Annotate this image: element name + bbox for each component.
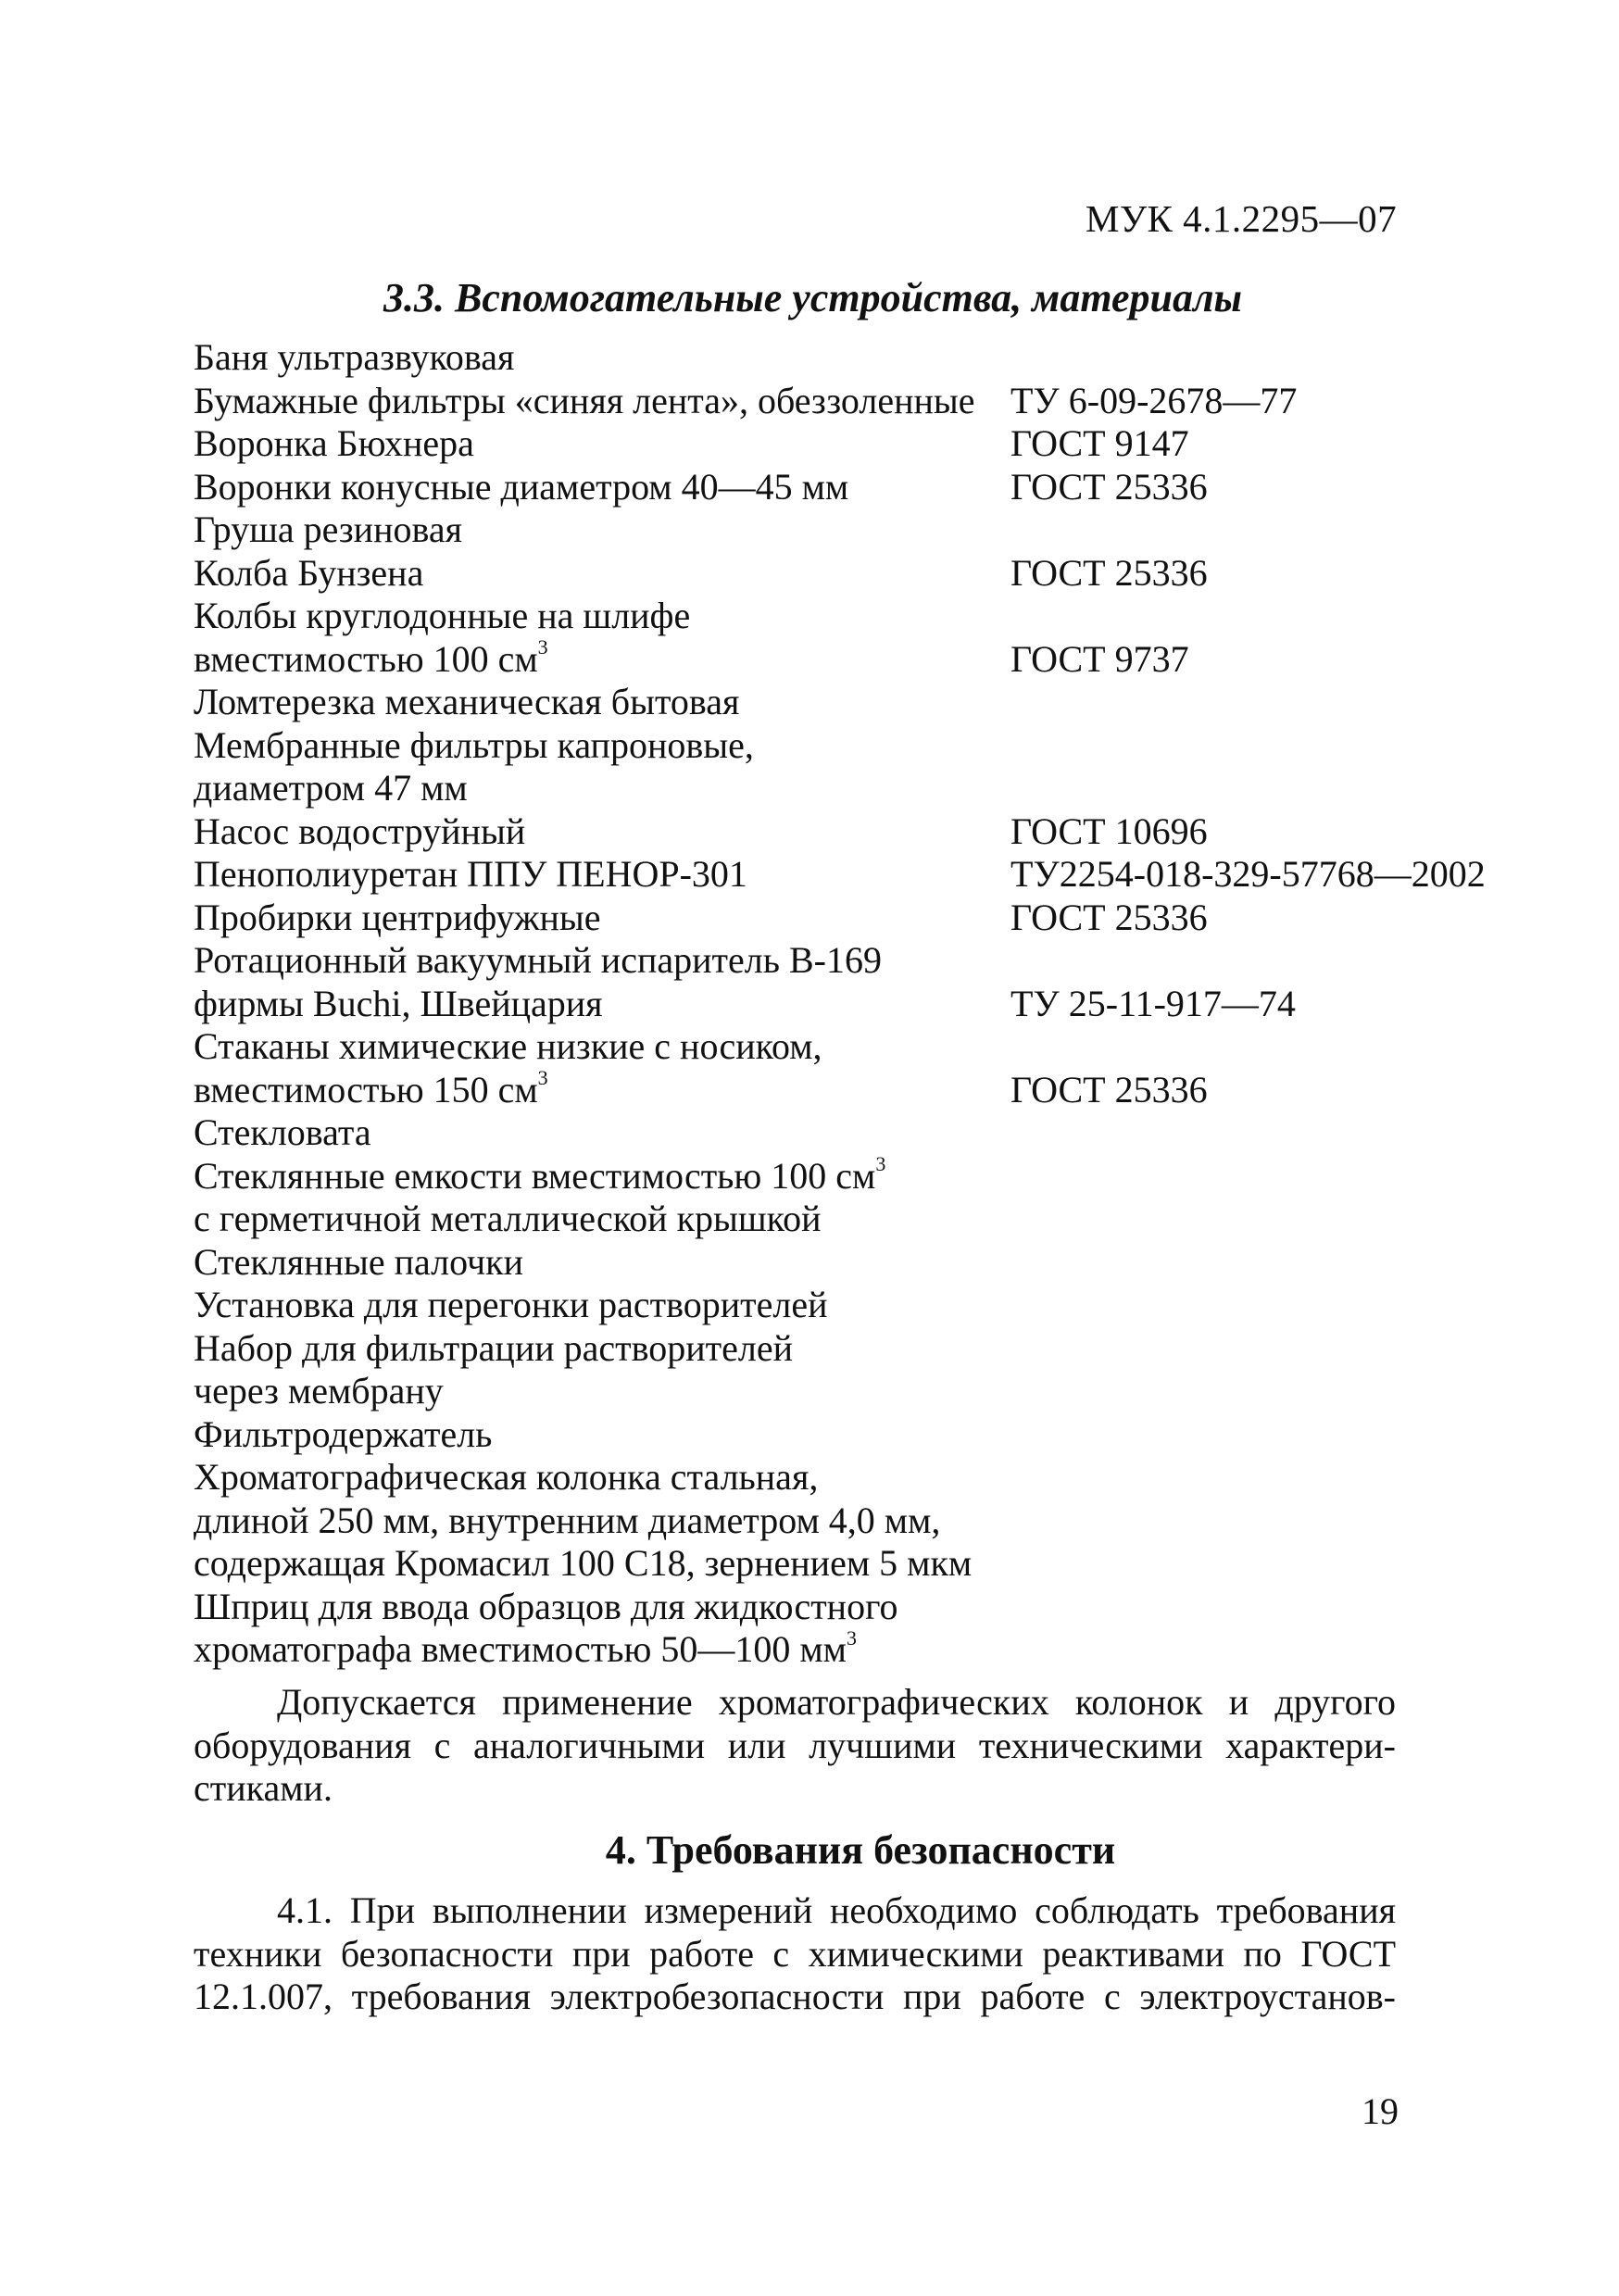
item-name-text: Воронки конусные диаметром 40—45 мм [194, 465, 849, 508]
item-name [194, 1111, 371, 1155]
item-name [194, 724, 754, 768]
item-name-text: Фильтродержатель [194, 1412, 493, 1455]
item-standard: ТУ2254-018-329-57768—2002 [1010, 853, 1486, 895]
item-name [194, 983, 603, 1026]
item-unit-exponent: 3 [875, 1152, 886, 1176]
item-standard: ГОСТ 9737 [1010, 637, 1189, 680]
item-name-text: Шприц для ввода образцов для жидкостного [194, 1585, 898, 1627]
item-name-text: Воронка Бюхнера [194, 422, 474, 464]
item-name [194, 1413, 492, 1457]
safety-line: техники безопасности при работе с химическими реактивами по ГОСТ [194, 1932, 1396, 1975]
item-name [194, 1066, 548, 1112]
item-name-text: хроматографа вместимостью 50—100 мм [194, 1628, 847, 1670]
item-name [194, 336, 514, 380]
item-name-text: Колба Бунзена [194, 551, 424, 594]
item-standard: ГОСТ 25336 [1010, 551, 1208, 594]
note-paragraph [194, 1681, 1396, 1811]
chapter-title: 4. Требования безопасности [605, 1827, 1116, 1873]
item-name-text: Ломтерезка механическая бытовая [194, 681, 740, 722]
item-name-text: вместимостью 100 см [194, 637, 538, 680]
item-standard: ГОСТ 10696 [1010, 809, 1208, 852]
list-item [194, 552, 1509, 596]
item-name [194, 1284, 828, 1327]
list-item [194, 897, 1509, 940]
list-item [194, 1111, 1509, 1155]
item-unit-exponent: 3 [537, 1066, 548, 1090]
document-code: МУК 4.1.2295—07 [1086, 197, 1398, 240]
list-item [194, 1025, 1509, 1069]
page-number: 19 [1362, 2090, 1399, 2132]
item-standard: ГОСТ 25336 [1010, 465, 1208, 508]
section-title: 3.3. Вспомогательные устройства, материалы [383, 275, 1243, 320]
item-unit-exponent: 3 [846, 1625, 857, 1650]
list-item [194, 1456, 1509, 1499]
safety-line: 12.1.007, требования электробезопасности при работе с электроустанов- [194, 1976, 1396, 2017]
item-name [194, 1370, 444, 1413]
list-item [194, 595, 1509, 638]
item-name-text: Пробирки центрифужные [194, 896, 601, 938]
list-item [194, 1198, 1509, 1241]
item-name [194, 1542, 972, 1586]
list-item [194, 1066, 1509, 1112]
item-name [194, 767, 468, 810]
list-item [194, 681, 1509, 724]
list-item [194, 466, 1509, 509]
item-name [194, 897, 601, 940]
item-name-text: фирмы Buchi, Швейцария [194, 982, 603, 1024]
item-name [194, 681, 739, 724]
item-standard: ТУ 25-11-917—74 [1010, 982, 1296, 1024]
item-name [194, 939, 882, 983]
list-item [194, 1370, 1509, 1413]
item-name [194, 595, 690, 638]
item-name [194, 635, 548, 682]
item-name [194, 466, 848, 509]
item-name-text: через мембрану [194, 1370, 444, 1411]
note-line: стиками. [194, 1767, 333, 1809]
item-name-text: Стеклянные емкости вместимостью 100 см [194, 1154, 876, 1197]
item-name-text: Мембранные фильтры капроновые, [194, 723, 754, 766]
item-name [194, 1198, 821, 1241]
item-name-text: Колбы круглодонные на шлифе [194, 595, 691, 636]
item-standard: ТУ 6-09-2678—77 [1010, 379, 1298, 421]
list-item [194, 724, 1509, 768]
list-item [194, 1625, 1509, 1672]
item-standard: ГОСТ 9147 [1010, 422, 1189, 464]
safety-paragraph [194, 1889, 1396, 2019]
item-name-text: Стеклянные палочки [194, 1240, 524, 1283]
list-item [194, 1499, 1509, 1543]
item-name-text: с герметичной металлической крышкой [194, 1198, 822, 1239]
list-item [194, 508, 1509, 552]
item-name [194, 1586, 898, 1629]
list-item [194, 810, 1509, 854]
list-item [194, 635, 1509, 682]
item-name [194, 1327, 793, 1371]
item-name-text: Ротационный вакуумный испаритель В-169 [194, 939, 882, 981]
item-name [194, 552, 423, 596]
item-name [194, 1025, 822, 1069]
item-name-text: диаметром 47 мм [194, 767, 468, 809]
list-item [194, 983, 1509, 1026]
item-standard: ГОСТ 25336 [1010, 1068, 1208, 1110]
list-item [194, 380, 1509, 423]
item-name [194, 422, 474, 466]
note-line: оборудования с аналогичными или лучшими техническими характери- [194, 1724, 1396, 1766]
list-item [194, 853, 1509, 897]
item-name-text: Хроматографическая колонка стальная, [194, 1456, 819, 1498]
item-name-text: Стекловата [194, 1111, 371, 1153]
list-item [194, 1586, 1509, 1629]
item-name [194, 508, 462, 552]
list-item [194, 1241, 1509, 1285]
item-name-text: Стаканы химические низкие с носиком, [194, 1025, 822, 1067]
item-name-text: длиной 250 мм, внутренним диаметром 4,0 мм, [194, 1499, 941, 1541]
item-name-text: содержащая Кромасил 100 С18, зернением 5 мкм [194, 1542, 973, 1584]
list-item [194, 767, 1509, 810]
item-unit-exponent: 3 [537, 635, 548, 659]
list-item [194, 939, 1509, 983]
note-line: Допускается применение хроматографических колонок и другого [277, 1681, 1396, 1723]
list-item [194, 1152, 1509, 1198]
item-name-text: Пенополиуретан ППУ ПЕНОР-301 [194, 853, 747, 895]
item-name-text: Баня ультразвуковая [194, 336, 515, 378]
list-item [194, 1327, 1509, 1371]
item-name [194, 810, 525, 854]
item-name [194, 1152, 886, 1198]
item-name-text: Груша резиновая [194, 508, 462, 550]
equipment-list [194, 336, 1509, 1672]
list-item [194, 422, 1509, 466]
item-name [194, 1625, 857, 1672]
item-name [194, 1499, 940, 1543]
list-item [194, 1284, 1509, 1327]
item-name [194, 380, 975, 423]
item-name [194, 853, 747, 897]
item-name-text: Насос водоструйный [194, 809, 526, 852]
item-name-text: Набор для фильтрации растворителей [194, 1326, 794, 1369]
item-standard: ГОСТ 25336 [1010, 896, 1208, 938]
item-name-text: вместимостью 150 см [194, 1068, 538, 1110]
list-item [194, 1542, 1509, 1586]
list-item [194, 336, 1509, 380]
item-name-text: Бумажные фильтры «синяя лента», обеззоленные [194, 379, 975, 421]
item-name-text: Установка для перегонки растворителей [194, 1284, 828, 1325]
safety-line: 4.1. При выполнении измерений необходимо соблюдать требования [277, 1889, 1396, 1931]
item-name [194, 1456, 818, 1499]
list-item [194, 1413, 1509, 1457]
item-name [194, 1241, 523, 1285]
